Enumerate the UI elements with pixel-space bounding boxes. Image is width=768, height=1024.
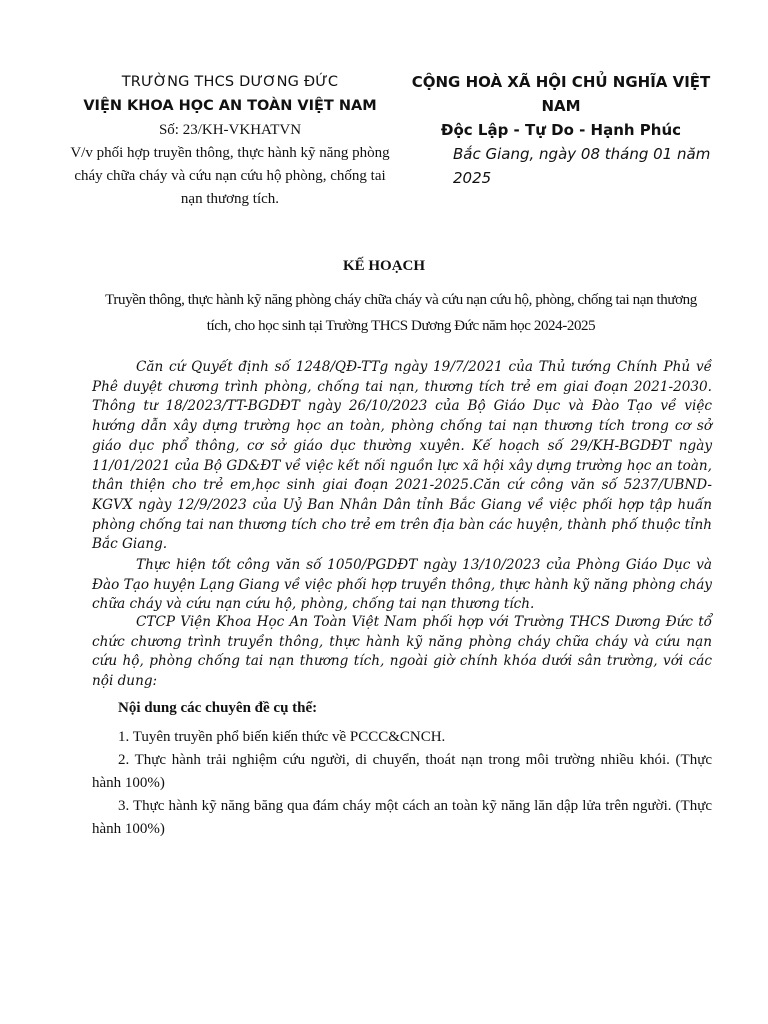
document-date: Bắc Giang, ngày 08 tháng 01 năm 2025 bbox=[453, 145, 711, 187]
institute-name: VIỆN KHOA HỌC AN TOÀN VIỆT NAM bbox=[83, 98, 377, 114]
document-subject: V/v phối hợp truyền thông, thực hành kỹ năng phòng cháy chữa cháy và cứu nạn cứu hộ phòng, chống tai nạn thương tích. bbox=[70, 145, 390, 207]
paragraph-implementation: Thực hiện tốt công văn số 1050/PGDĐT ngày 13/10/2023 của Phòng Giáo Dục và Đào Tạo huyện Lạng Giang về việc phối hợp truyền thông, thực hành kỹ năng phòng cháy chữa cháy và cứu nạn cứu hộ, phòng, chống tai nạn thương tích. bbox=[92, 557, 712, 613]
document-subtitle: Truyền thông, thực hành kỹ năng phòng cháy chữa cháy và cứu nạn cứu hộ, phòng, chống tai nạn thương tích, cho học sinh tại Trường THCS Dương Đức năm học 2024-2025 bbox=[105, 292, 697, 334]
document-number: Số: 23/KH-VKHATVN bbox=[158, 122, 302, 138]
paragraph-legal-basis: Căn cứ Quyết định số 1248/QĐ-TTg ngày 19/7/2021 của Thủ tướng Chính Phủ về Phê duyệt chương trình phòng, chống tai nạn, thương tích trẻ em giai đoạn 2021-2030. Thông tư 18/2023/TT-BGDĐT ngày 26/10/2023 của Bộ Giáo Dục và Đào Tạo về việc hướng dẫn xây dựng trường học an toàn, phòng chống tai nạn thương tích trong cơ sở giáo dục phổ thông, cơ sở giáo dục thường xuyên. Kế hoạch số 29/KH-BGDĐT ngày 11/01/2021 của Bộ GD&ĐT về việc kết nối nguồn lực xã hội xây dựng trường học an toàn, thân thiện cho trẻ em,học sinh giai đoạn 2021-2025.Căn cứ công văn số 5237/UBND-KGVX ngày 12/9/2023 của Uỷ Ban Nhân Dân tỉnh Bắc Giang về việc phối hợp tập huấn phòng chống tai nan thương tích cho trẻ em trên địa bàn các huyện, thành phố thuộc tỉnh Bắc Giang. bbox=[92, 359, 712, 553]
school-name: TRƯỜNG THCS DƯƠNG ĐỨC bbox=[121, 74, 339, 90]
header-left bbox=[70, 70, 390, 211]
content-item: 3. Thực hành kỹ năng băng qua đám cháy một cách an toàn kỹ năng lăn dập lửa trên người. (Thực hành 100%) bbox=[92, 798, 712, 837]
header-right bbox=[396, 70, 726, 190]
content-item: 2. Thực hành trải nghiệm cứu người, di chuyển, thoát nạn trong môi trường nhiều khói. (Thực hành 100%) bbox=[92, 752, 712, 791]
national-motto: Độc Lập - Tự Do - Hạnh Phúc bbox=[440, 121, 682, 139]
paragraph-organizer: CTCP Viện Khoa Học An Toàn Việt Nam phối hợp với Trường THCS Dương Đức tổ chức chương trình truyền thông, thực hành kỹ năng phòng cháy chữa cháy và cứu nạn cứu hộ, phòng chống tai nạn thương tích, ngoài giờ chính khóa dưới sân trường, với các nội dung: bbox=[92, 614, 712, 690]
content-heading: Nội dung các chuyên đề cụ thể: bbox=[118, 700, 318, 716]
document-title: KẾ HOẠCH bbox=[342, 258, 426, 274]
nation-name: CỘNG HOÀ XÃ HỘI CHỦ NGHĨA VIỆT NAM bbox=[411, 73, 711, 115]
content-item: 1. Tuyên truyền phổ biến kiến thức về PCCC&CNCH. bbox=[118, 729, 446, 745]
